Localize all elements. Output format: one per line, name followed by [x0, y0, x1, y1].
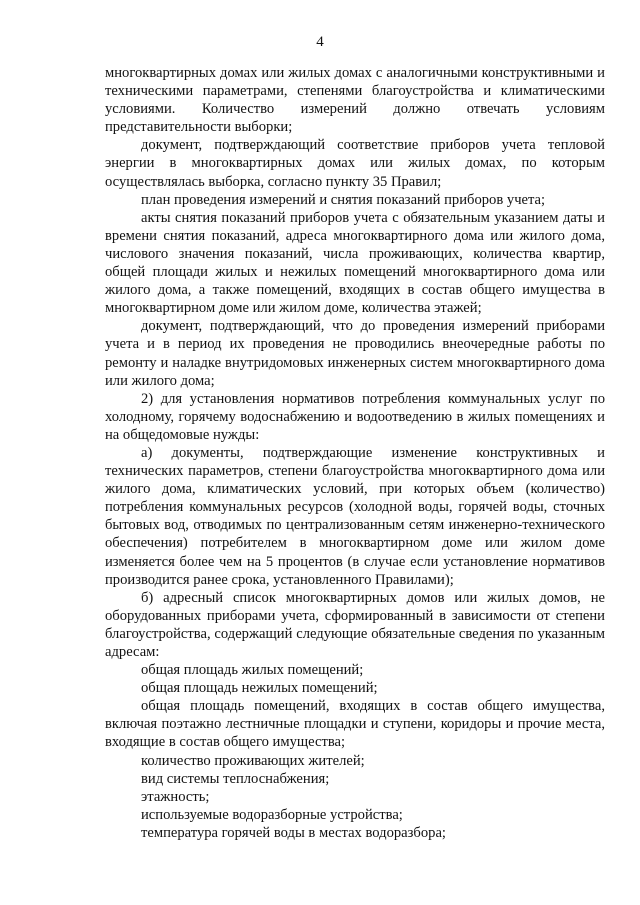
paragraph: акты снятия показаний приборов учета с обязательным указанием даты и времени снятия показаний, адреса многоквартирного дома или жилого дома, числового значения показаний, числа проживающих, количества квартир, общей площади жилых и нежилых помещений многоквартирного дома или жилого дома, а также помещений, входящих в состав общего имущества в многоквартирном доме или жилом доме, количества этажей;	[105, 209, 605, 317]
paragraph: б) адресный список многоквартирных домов или жилых домов, не оборудованных приборами учета, сформированный в зависимости от степени благоустройства, содержащий следующие обязательные сведения по указанным адресам:	[105, 589, 605, 660]
list-item: общая площадь помещений, входящих в состав общего имущества, включая поэтажно лестничные площадки и ступени, коридоры и прочие места, входящие в состав общего имущества;	[105, 698, 605, 751]
paragraph: 2) для установления нормативов потребления коммунальных услуг по холодному, горячему водоснабжению и водоотведению в жилых помещениях и на общедомовые нужды:	[105, 390, 605, 443]
list-item: вид системы теплоснабжения;	[141, 770, 330, 787]
list-item: температура горячей воды в местах водоразбора;	[141, 824, 446, 841]
paragraph: план проведения измерений и снятия показаний приборов учета;	[141, 191, 546, 208]
list-item: общая площадь нежилых помещений;	[141, 680, 378, 697]
paragraph: документ, подтверждающий соответствие приборов учета тепловой энергии в многоквартирных домах или жилых домах, по которым осуществлялась выборка, согласно пункту 35 Правил;	[105, 137, 605, 190]
paragraph-continuation: многоквартирных домах или жилых домах с аналогичными конструктивными и техническими параметрами, степенями благоустройства и климатическими условиями. Количество измерений должно отвечать условиям представительности выборки;	[105, 65, 605, 136]
paragraph: документ, подтверждающий, что до проведения измерений приборами учета и в период их проведения не проводились внеочередные работы по ремонту и наладке внутридомовых инженерных систем многоквартирного дома или жилого дома;	[105, 318, 605, 389]
list-item: используемые водоразборные устройства;	[141, 806, 403, 823]
list-item: количество проживающих жителей;	[141, 752, 365, 769]
page-number: 4	[316, 34, 324, 50]
document-body	[105, 64, 605, 842]
list-item: общая площадь жилых помещений;	[141, 662, 364, 679]
paragraph: а) документы, подтверждающие изменение конструктивных и технических параметров, степени благоустройства многоквартирного дома или жилого дома, климатических условий, при которых объем (количество) потребления коммунальных ресурсов (холодной воды, горячей воды, сточных бытовых вод, отводимых по централизованным сетям инженерно-технического обеспечения) потребителем в многоквартирном доме или жилом доме изменяется более чем на 5 процентов (в случае если установление нормативов производится ранее срока, установленного Правилами);	[105, 444, 605, 588]
list-item: этажность;	[141, 788, 210, 805]
